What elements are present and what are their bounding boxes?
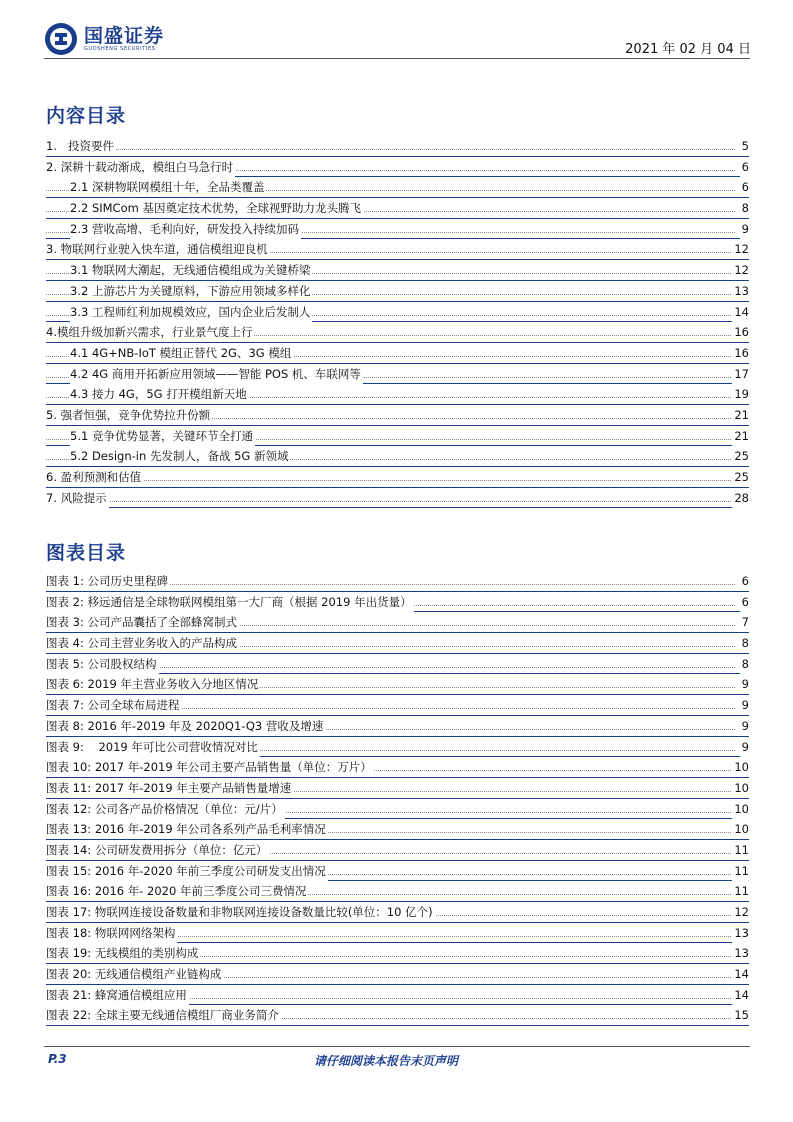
figure-entry-page: 9 — [740, 716, 749, 736]
contents-entry[interactable] — [46, 302, 749, 323]
contents-entry[interactable] — [46, 260, 749, 281]
figures-title: 图表目录 — [46, 542, 127, 564]
figure-entry-label: 图表 14: 公司研发费用拆分（单位：亿元） — [46, 840, 269, 860]
contents-entry[interactable] — [46, 322, 749, 343]
contents-entry[interactable] — [46, 281, 749, 302]
figure-entry-page: 9 — [740, 737, 749, 757]
figure-entry-label: 图表 20: 无线通信模组产业链构成 — [46, 964, 223, 984]
contents-entry[interactable] — [46, 488, 749, 509]
contents-entry-label: 4.3 接力 4G，5G 打开模组新天地 — [70, 384, 249, 404]
contents-entry-label: 7. 风险提示 — [46, 488, 109, 508]
contents-entry-label: 2.3 营收高增、毛利向好，研发投入持续加码 — [70, 219, 301, 239]
figure-entry-page: 15 — [732, 1005, 749, 1025]
contents-entry-page: 16 — [732, 343, 749, 363]
figure-entry-page: 9 — [740, 674, 749, 694]
figure-entry[interactable] — [46, 943, 749, 964]
figure-entry-label: 图表 1: 公司历史里程碑 — [46, 571, 170, 591]
figure-entry-page: 10 — [732, 757, 749, 777]
contents-entry-page: 21 — [732, 405, 749, 425]
figure-entry-label: 图表 7: 公司全球布局进程 — [46, 695, 182, 715]
figure-entry[interactable] — [46, 695, 749, 716]
contents-entry[interactable] — [46, 384, 749, 405]
contents-entry-label: 6. 盈利预测和估值 — [46, 467, 143, 487]
figure-entry-label: 图表 6: 2019 年主营业务收入分地区情况 — [46, 674, 260, 694]
contents-entry-label: 2.2 SIMCom 基因奠定技术优势，全球视野助力龙头腾飞 — [70, 198, 363, 218]
contents-entry-label: 4.1 4G+NB-IoT 模组正替代 2G、3G 模组 — [70, 343, 293, 363]
contents-entry[interactable] — [46, 157, 749, 178]
contents-entry-page: 5 — [740, 136, 749, 156]
contents-entry-page: 28 — [732, 488, 749, 508]
figure-entry-label: 图表 9: 2019 年可比公司营收情况对比 — [46, 737, 260, 757]
contents-entry-label: 1. 投资要件 — [46, 136, 116, 156]
figure-entry[interactable] — [46, 716, 749, 737]
contents-entry-label: 3.3 工程师红利加规模效应，国内企业后发制人 — [70, 302, 312, 322]
figure-entry-label: 图表 12: 公司各产品价格情况（单位：元/片） — [46, 799, 285, 819]
figure-entry-label: 图表 11: 2017 年-2019 年主要产品销售量增速 — [46, 778, 293, 798]
contents-entry-page: 21 — [732, 426, 749, 446]
figure-entry-label: 图表 21: 蜂窝通信模组应用 — [46, 985, 189, 1005]
figure-entry[interactable] — [46, 571, 749, 592]
contents-entry[interactable] — [46, 198, 749, 219]
contents-entry-label: 4.模组升级加新兴需求，行业景气度上行 — [46, 322, 254, 342]
contents-entry-page: 16 — [732, 322, 749, 342]
contents-entry-page: 9 — [740, 219, 749, 239]
contents-entry-page: 25 — [732, 467, 749, 487]
figure-entry[interactable] — [46, 674, 749, 695]
contents-entry-page: 25 — [732, 446, 749, 466]
figure-entry-page: 8 — [740, 633, 749, 653]
figure-entry-page: 12 — [732, 902, 749, 922]
figure-entry[interactable] — [46, 633, 749, 654]
guosheng-logo-icon — [44, 22, 78, 56]
contents-entry-page: 19 — [732, 384, 749, 404]
contents-entry-label: 5. 强者恒强，竞争优势拉升份额 — [46, 405, 212, 425]
figure-entry[interactable] — [46, 654, 749, 675]
figure-entry-page: 11 — [732, 881, 749, 901]
figure-entry[interactable] — [46, 612, 749, 633]
contents-entry-label: 2.1 深耕物联网模组十年，全品类覆盖 — [70, 177, 266, 197]
figure-entry-page: 13 — [732, 943, 749, 963]
figure-entry-label: 图表 3: 公司产品囊括了全部蜂窝制式 — [46, 612, 239, 632]
figure-entry-page: 14 — [732, 964, 749, 984]
contents-entry-page: 6 — [740, 157, 749, 177]
figure-entry-label: 图表 16: 2016 年- 2020 年前三季度公司三费情况 — [46, 881, 308, 901]
figure-entry[interactable] — [46, 757, 749, 778]
figure-entry-label: 图表 13: 2016 年-2019 年公司各系列产品毛利率情况 — [46, 819, 328, 839]
figure-entry[interactable] — [46, 985, 749, 1006]
contents-entry-page: 12 — [732, 260, 749, 280]
contents-entry-page: 12 — [732, 239, 749, 259]
figure-entry[interactable] — [46, 819, 749, 840]
footer-divider — [44, 1046, 750, 1047]
figure-entry-page: 10 — [732, 778, 749, 798]
contents-entry-page: 6 — [740, 177, 749, 197]
figure-entry-page: 6 — [740, 571, 749, 591]
contents-entry[interactable] — [46, 239, 749, 260]
report-date: 2021 年 02 月 04 日 — [625, 42, 751, 57]
figure-entry[interactable] — [46, 923, 749, 944]
brand-logo — [44, 22, 164, 56]
figure-entry-page: 11 — [732, 840, 749, 860]
contents-entry-page: 13 — [732, 281, 749, 301]
page-number: P.3 — [48, 1052, 67, 1066]
disclaimer-note: 请仔细阅读本报告末页声明 — [314, 1054, 459, 1068]
figure-entry[interactable] — [46, 778, 749, 799]
figure-entry-page: 10 — [732, 819, 749, 839]
figure-entry[interactable] — [46, 799, 749, 820]
figure-entry-label: 图表 19: 无线模组的类别构成 — [46, 943, 200, 963]
contents-entry-page: 14 — [732, 302, 749, 322]
figure-entry-page: 14 — [732, 985, 749, 1005]
contents-entry-label: 5.1 竞争优势显著，关键环节全打通 — [70, 426, 255, 446]
figure-entry-label: 图表 17: 物联网连接设备数量和非物联网连接设备数量比较(单位：10 亿个) — [46, 902, 435, 922]
figure-entry-page: 9 — [740, 695, 749, 715]
contents-entry[interactable] — [46, 446, 749, 467]
header-divider — [44, 58, 750, 59]
figure-entry-page: 13 — [732, 923, 749, 943]
dot-leader — [46, 501, 735, 502]
contents-entry[interactable] — [46, 364, 749, 385]
brand-name: 国盛证券 — [84, 24, 165, 47]
contents-entry[interactable] — [46, 426, 749, 447]
figure-entry[interactable] — [46, 1005, 749, 1026]
brand-name-en: GUOSHENG SECURITIES — [84, 45, 156, 52]
contents-entry-label: 5.2 Design-in 先发制人，备战 5G 新领域 — [70, 446, 290, 466]
figure-entry-label: 图表 5: 公司股权结构 — [46, 654, 159, 674]
figure-entry-page: 11 — [732, 861, 749, 881]
figure-entry-label: 图表 8: 2016 年-2019 年及 2020Q1-Q3 营收及增速 — [46, 716, 325, 736]
contents-entry-label: 2. 深耕十载动渐成，模组白马急行时 — [46, 157, 235, 177]
figure-entry-page: 8 — [740, 654, 749, 674]
contents-entry-label: 4.2 4G 商用开拓新应用领域——智能 POS 机、车联网等 — [70, 364, 363, 384]
figure-entry[interactable] — [46, 592, 749, 613]
figure-entry[interactable] — [46, 881, 749, 902]
figure-entry[interactable] — [46, 737, 749, 758]
contents-entry-label: 3.2 上游芯片为关键原料，下游应用领域多样化 — [70, 281, 312, 301]
contents-title: 内容目录 — [46, 105, 127, 127]
contents-list — [46, 136, 749, 508]
figure-entry-label: 图表 22: 全球主要无线通信模组厂商业务简介 — [46, 1005, 281, 1025]
contents-entry-label: 3.1 物联网大潮起，无线通信模组成为关键桥梁 — [70, 260, 312, 280]
figure-entry[interactable] — [46, 902, 749, 923]
contents-entry[interactable] — [46, 219, 749, 240]
contents-entry-label: 3. 物联网行业驶入快车道，通信模组迎良机 — [46, 239, 270, 259]
contents-entry[interactable] — [46, 177, 749, 198]
figures-list — [46, 571, 749, 1026]
figure-entry-page: 6 — [740, 592, 749, 612]
figure-entry-label: 图表 18: 物联网网络架构 — [46, 923, 177, 943]
contents-entry[interactable] — [46, 136, 749, 157]
figure-entry-label: 图表 10: 2017 年-2019 年公司主要产品销售量（单位：万片） — [46, 757, 374, 777]
contents-entry[interactable] — [46, 343, 749, 364]
dot-leader — [46, 149, 735, 150]
contents-entry[interactable] — [46, 467, 749, 488]
figure-entry-page: 10 — [732, 799, 749, 819]
figure-entry[interactable] — [46, 840, 749, 861]
contents-entry-page: 8 — [740, 198, 749, 218]
page-header — [0, 0, 793, 60]
figure-entry[interactable] — [46, 861, 749, 882]
dot-leader — [46, 480, 735, 481]
contents-entry-page: 17 — [732, 364, 749, 384]
figure-entry-label: 图表 2: 移远通信是全球物联网模组第一大厂商（根据 2019 年出货量） — [46, 592, 414, 612]
figure-entry[interactable] — [46, 964, 749, 985]
figure-entry-label: 图表 4: 公司主营业务收入的产品构成 — [46, 633, 239, 653]
figure-entry-page: 7 — [740, 612, 749, 632]
contents-entry[interactable] — [46, 405, 749, 426]
figure-entry-label: 图表 15: 2016 年-2020 年前三季度公司研发支出情况 — [46, 861, 328, 881]
